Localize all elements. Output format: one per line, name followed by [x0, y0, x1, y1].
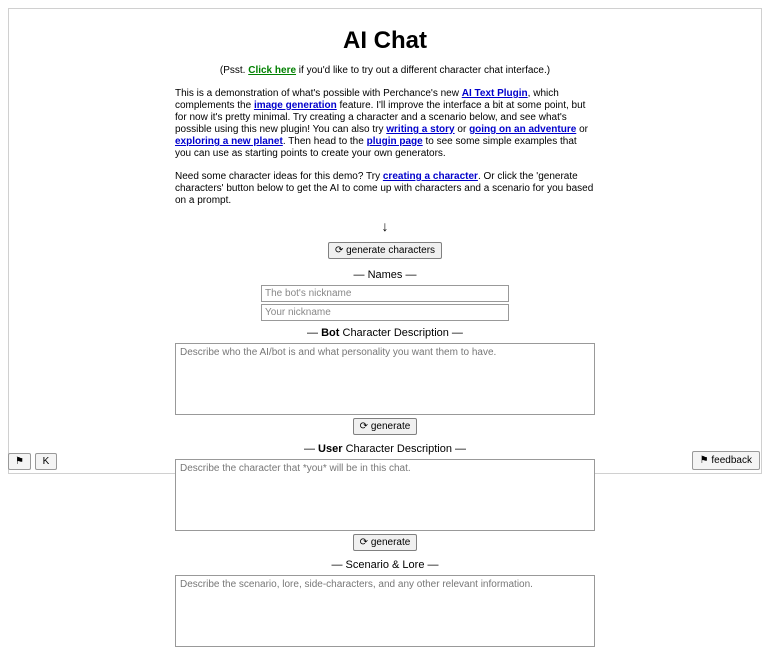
flag-icon-button[interactable]: ⚑ — [8, 453, 31, 470]
alt-interface-link[interactable]: Click here — [248, 65, 297, 76]
generate-characters-button[interactable]: ⟳ generate characters — [328, 242, 442, 259]
user-description-textarea[interactable] — [175, 459, 595, 531]
user-heading-prefix: — — [303, 443, 319, 455]
going-on-an-adventure-link[interactable]: going on an adventure — [469, 124, 577, 135]
bot-generate-row — [175, 418, 595, 435]
exploring-a-new-planet-link[interactable]: exploring a new planet — [175, 136, 283, 147]
bottom-left-controls — [8, 453, 57, 470]
bot-heading-suffix: Character Description — — [339, 327, 463, 339]
intro-text-5: or — [576, 124, 588, 135]
bot-nickname-input[interactable] — [261, 285, 509, 302]
user-description-heading — [175, 443, 595, 455]
user-heading-suffix: Character Description — — [342, 443, 467, 455]
bot-heading-prefix: — — [307, 327, 322, 339]
intro2-text-1: Need some character ideas for this demo? Try — [175, 171, 383, 182]
plugin-page-link[interactable]: plugin page — [366, 136, 423, 147]
alt-interface-note — [175, 65, 595, 76]
intro2-text-2: . Or click the 'generate characters' button below to get the AI to come up with characters and a scenario for you based on a prompt. — [175, 171, 594, 206]
creating-a-character-link[interactable]: creating a character — [382, 171, 478, 182]
writing-a-story-link[interactable]: writing a story — [386, 124, 455, 135]
ai-text-plugin-link[interactable]: AI Text Plugin — [461, 88, 528, 99]
intro-paragraph-1 — [175, 88, 595, 160]
generate-characters-row — [175, 242, 595, 259]
image-generation-link[interactable]: image generation — [253, 100, 337, 111]
bot-heading-strong: Bot — [321, 327, 340, 339]
generate-bot-description-button[interactable]: ⟳ generate — [353, 418, 418, 435]
psst-prefix: (Psst. — [219, 65, 249, 76]
intro-text-2: , which complements the — [175, 88, 559, 111]
k-shortcut-button[interactable]: K — [35, 453, 57, 470]
names-fields — [261, 285, 509, 321]
intro-text-7: to see some simple examples that you can use as starting points to create your own generators. — [175, 136, 577, 159]
intro-text-4: or — [454, 124, 470, 135]
user-nickname-input[interactable] — [261, 304, 509, 321]
down-arrow-icon: ↓ — [381, 218, 389, 234]
page-title: AI Chat — [343, 27, 427, 54]
feedback-button[interactable]: ⚑ feedback — [692, 451, 760, 470]
page-container — [8, 8, 762, 571]
user-heading-strong: User — [318, 443, 343, 455]
bot-description-heading — [175, 327, 595, 339]
intro-text-6: . Then head to the — [282, 136, 367, 147]
names-section-heading: — Names — — [353, 269, 417, 281]
intro-paragraph-2 — [175, 171, 595, 207]
scenario-heading: — Scenario & Lore — — [331, 559, 439, 571]
generate-user-description-button[interactable]: ⟳ generate — [353, 534, 418, 551]
page-content — [175, 9, 595, 647]
bot-description-textarea[interactable] — [175, 343, 595, 415]
intro-text-3: feature. I'll improve the interface a bit at some point, but for now it's pretty minimal. Try creating a character and a scenario below, and see what's possible using this new plugin! You can also try — [175, 100, 586, 135]
user-generate-row — [175, 534, 595, 551]
scenario-textarea[interactable] — [175, 575, 595, 647]
intro-text-1: This is a demonstration of what's possible with Perchance's new — [175, 88, 462, 99]
psst-suffix: if you'd like to try out a different character chat interface.) — [296, 65, 551, 76]
